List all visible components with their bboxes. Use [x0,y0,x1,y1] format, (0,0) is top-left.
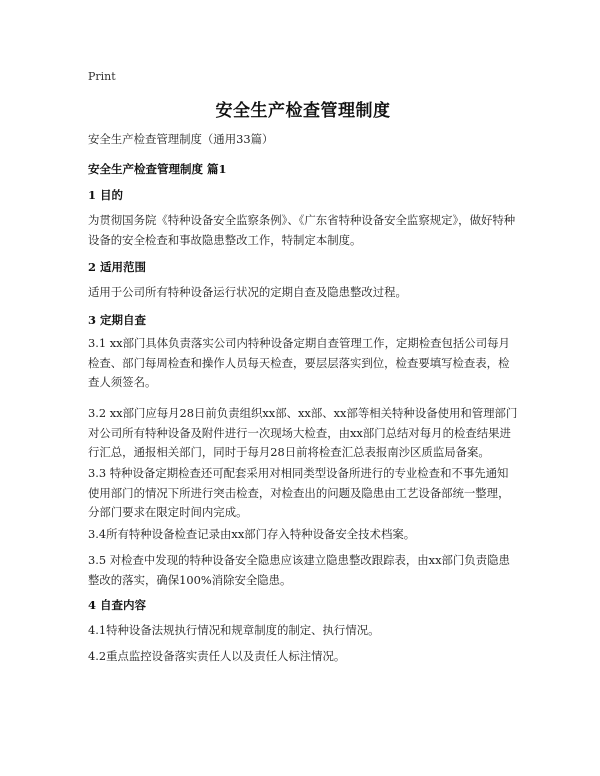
section-3-paragraph-5: 3.5 对检查中发现的特种设备安全隐患应该建立隐患整改跟踪表，由xx部门负责隐患整改的落实，确保100%消除安全隐患。 [88,553,510,587]
section-3-paragraph-4: 3.4所有特种设备检查记录由xx部门存入特种设备安全技术档案。 [88,527,416,541]
section-2-paragraph: 适用于公司所有特种设备运行状况的定期自查及隐患整改过程。 [88,285,407,299]
section-2-heading: 2 适用范围 [88,260,147,274]
section-4-heading: 4 自查内容 [88,598,147,612]
article-heading: 安全生产检查管理制度 篇1 [88,162,227,176]
section-3-paragraph-1: 3.1 xx部门具体负责落实公司内特种设备定期自查管理工作，定期检查包括公司每月检查、部门每周检查和操作人员每天检查，要层层落实到位，检查要填写检查表，检查人须签名。 [88,336,510,389]
document-title: 安全生产检查管理制度 [215,101,391,121]
print-label[interactable]: Print [88,70,116,83]
section-3-heading: 3 定期自查 [88,313,147,327]
section-4-paragraph-2: 4.2重点监控设备落实责任人以及责任人标注情况。 [88,649,346,663]
section-4-paragraph-1: 4.1特种设备法规执行情况和规章制度的制定、执行情况。 [88,623,380,637]
section-3-paragraph-3: 3.3 特种设备定期检查还可配套采用对相同类型设备所进行的专业检查和不事先通知使用部门的情况下所进行突击检查，对检查出的问题及隐患由工艺设备部统一整理，分部门要求在限定时间内完成。 [88,466,510,519]
section-1-paragraph: 为贯彻国务院《特种设备安全监察条例》、《广东省特种设备安全监察规定》，做好特种设备的安全检查和事故隐患整改工作，特制定本制度。 [88,213,516,247]
document-subtitle: 安全生产检查管理制度（通用33篇） [88,132,274,146]
section-3-paragraph-2: 3.2 xx部门应每月28日前负责组织xx部、xx部、xx部等相关特种设备使用和管理部门对公司所有特种设备及附件进行一次现场大检查，由xx部门总结对每月的检查结果进行汇总，通报相关部门，同时于每月28日前将检查汇总表报南沙区质监局备案。 [88,406,518,459]
section-1-heading: 1 目的 [88,188,124,202]
